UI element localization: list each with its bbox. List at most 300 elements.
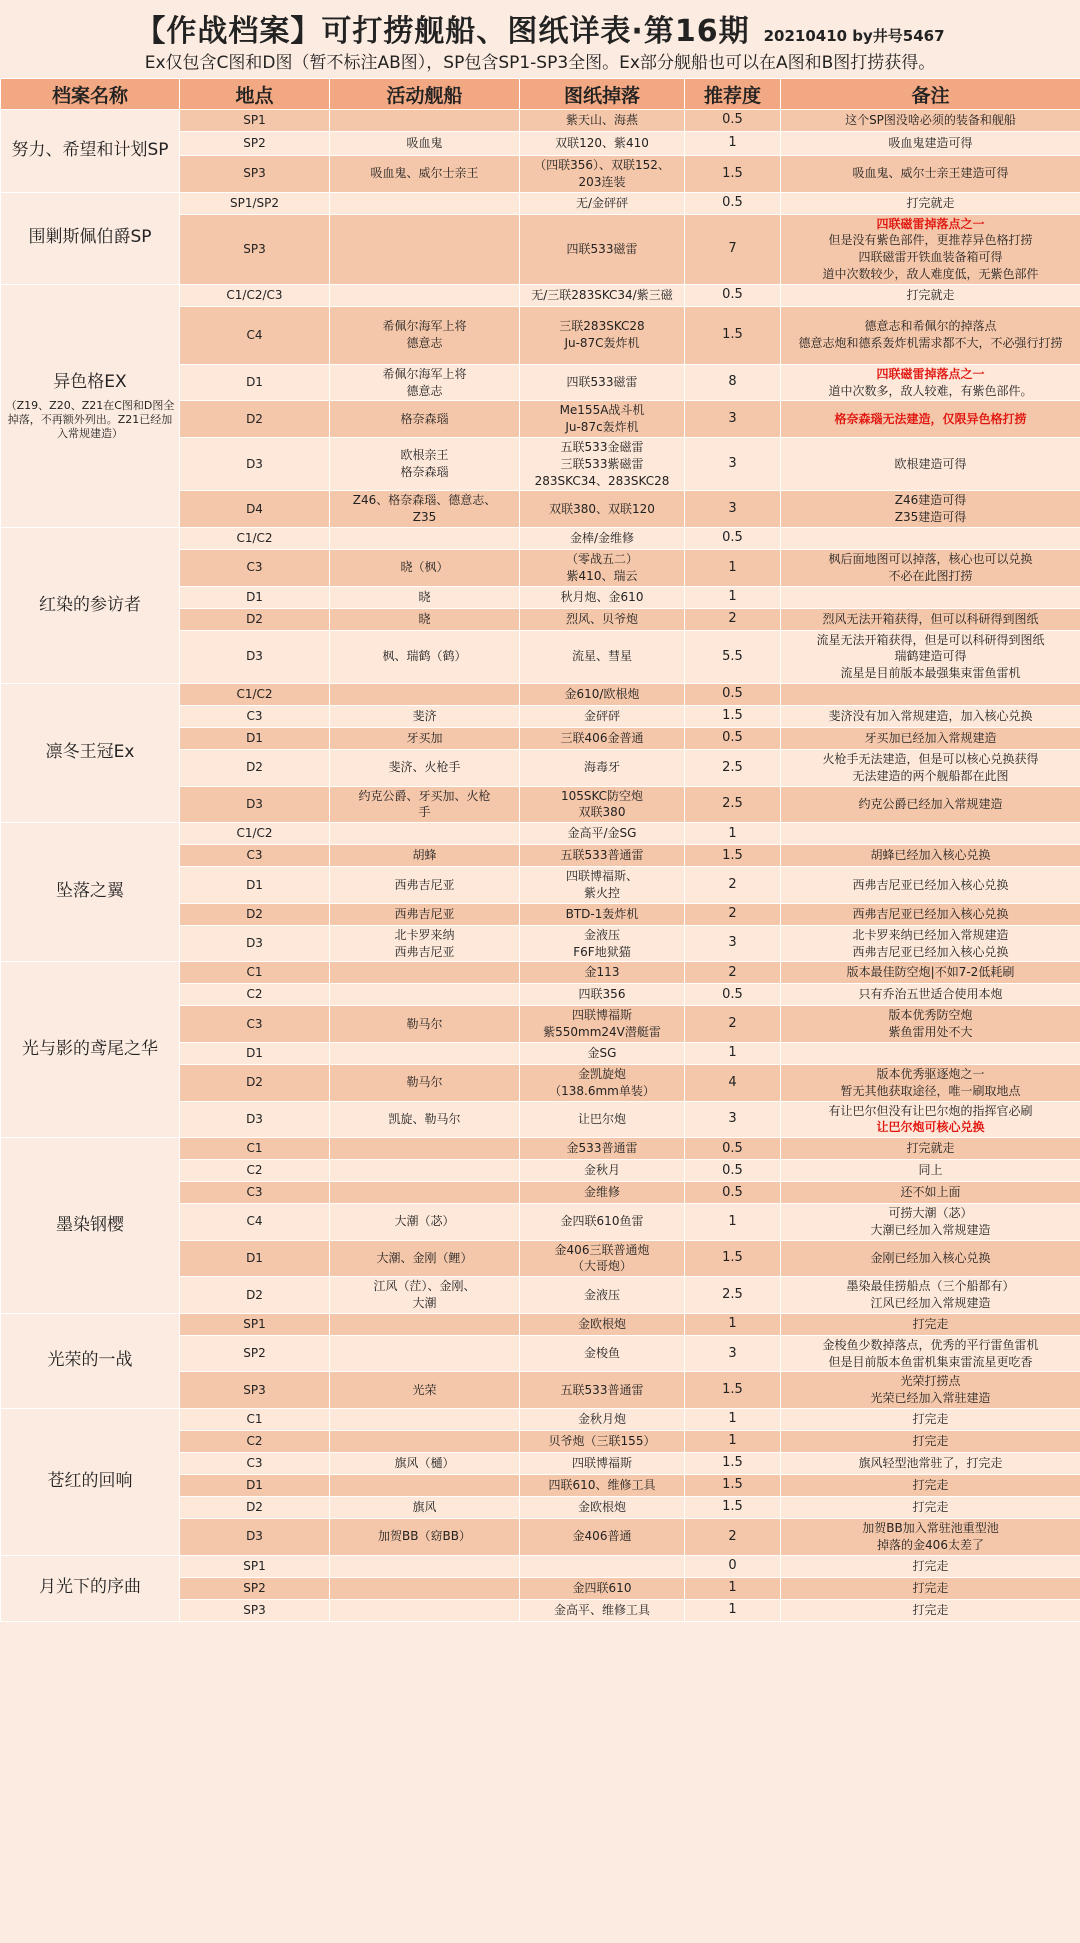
drops-cell: （零战五二） 紫410、瑞云 — [520, 549, 685, 586]
notes-cell — [781, 1475, 1080, 1497]
ships-cell — [330, 1313, 520, 1335]
notes-cell — [781, 1313, 1080, 1335]
note-text: 流星无法开箱获得，但是可以科研得到图纸 瑞鹤建造可得 流星是目前版本最强集束雷鱼雷机 — [816, 632, 1045, 681]
score-cell: 1 — [685, 1577, 781, 1599]
notes-cell — [781, 727, 1080, 749]
archive-name: 异色格EX — [53, 372, 127, 393]
stage-cell: SP2 — [180, 1335, 330, 1372]
archive-name: 努力、希望和计划SP — [11, 139, 169, 160]
score-cell: 3 — [685, 491, 781, 528]
drop-table — [0, 78, 1080, 1622]
drops-cell: 无/三联283SKC34/紫三磁 — [520, 284, 685, 306]
score-cell: 1 — [685, 586, 781, 608]
note-text: 牙买加已经加入常规建造 — [864, 731, 997, 746]
title-text: 【作战档案】可打捞舰船、图纸详表·第16期 — [135, 14, 750, 49]
notes-cell — [781, 1042, 1080, 1064]
stage-cell: D1 — [180, 1240, 330, 1277]
drops-cell: 双联120、紫410 — [520, 132, 685, 156]
score-cell: 2.5 — [685, 749, 781, 786]
ships-cell — [330, 984, 520, 1006]
drops-cell: 流星、彗星 — [520, 630, 685, 683]
drops-cell: 三联283SKC28 Ju-87C轰炸机 — [520, 306, 685, 364]
drops-cell: 四联博福斯 紫550mm24V潜艇雷 — [520, 1006, 685, 1043]
note-text: 北卡罗来纳已经加入常规建造 西弗吉尼亚已经加入核心兑换 — [852, 927, 1009, 959]
drops-cell: 四联533磁雷 — [520, 214, 685, 284]
stage-cell: C3 — [180, 1006, 330, 1043]
score-cell: 1 — [685, 1313, 781, 1335]
archive-name: 红染的参访者 — [39, 594, 141, 615]
table-row — [1, 284, 1080, 306]
ships-cell: 大潮（苾） — [330, 1204, 520, 1241]
score-cell: 0.5 — [685, 527, 781, 549]
notes-cell — [781, 1160, 1080, 1182]
notes-cell — [781, 1372, 1080, 1409]
notes-cell — [781, 683, 1080, 705]
note-text: Z46建造可得 Z35建造可得 — [894, 493, 967, 525]
stage-cell: D1 — [180, 364, 330, 401]
stage-cell: C1/C2/C3 — [180, 284, 330, 306]
score-cell: 1 — [685, 1204, 781, 1241]
ships-cell — [330, 962, 520, 984]
drops-cell: 金液压 F6F地狱猫 — [520, 925, 685, 962]
ships-cell — [330, 1577, 520, 1599]
page-title — [0, 6, 1080, 50]
stage-cell: SP1 — [180, 1313, 330, 1335]
score-cell: 0.5 — [685, 984, 781, 1006]
stage-cell: C1 — [180, 1138, 330, 1160]
score-cell: 3 — [685, 1101, 781, 1138]
stage-cell: C3 — [180, 845, 330, 867]
drops-cell: 贝爷炮（三联155） — [520, 1431, 685, 1453]
score-cell: 8 — [685, 364, 781, 401]
ships-cell: 旗风（樋） — [330, 1453, 520, 1475]
score-cell: 1.5 — [685, 1497, 781, 1519]
header — [0, 0, 1080, 78]
note-text: 旗风轻型池常驻了，打完走 — [858, 1456, 1003, 1471]
archive-name: 墨染钢樱 — [56, 1214, 124, 1235]
table-row — [1, 1313, 1080, 1335]
drops-cell: 五联533金磁雷 三联533紫磁雷 283SKC34、283SKC28 — [520, 437, 685, 490]
drops-cell: 金533普通雷 — [520, 1138, 685, 1160]
notes-cell — [781, 214, 1080, 284]
score-cell: 1.5 — [685, 1453, 781, 1475]
notes-cell — [781, 1138, 1080, 1160]
notes-cell — [781, 192, 1080, 214]
score-cell: 0.5 — [685, 1160, 781, 1182]
notes-cell — [781, 630, 1080, 683]
note-text: 光荣打捞点 光荣已经加入常驻建造 — [870, 1374, 991, 1406]
stage-cell: D1 — [180, 727, 330, 749]
drops-cell: 金高平、维修工具 — [520, 1599, 685, 1621]
stage-cell: SP3 — [180, 214, 330, 284]
drops-cell: 金棒/金维修 — [520, 527, 685, 549]
note-text: 打完走 — [912, 1580, 949, 1595]
ships-cell — [330, 192, 520, 214]
stage-cell: C3 — [180, 549, 330, 586]
stage-cell: C1 — [180, 1409, 330, 1431]
ships-cell: 大潮、金刚（鲤） — [330, 1240, 520, 1277]
archive-note: （Z19、Z20、Z21在C图和D图全掉落，不再额外列出。Z21已经加入常规建造） — [5, 399, 175, 440]
note-text: 打完走 — [912, 1500, 949, 1515]
notes-cell — [781, 1006, 1080, 1043]
score-cell: 1.5 — [685, 156, 781, 193]
stage-cell: D2 — [180, 749, 330, 786]
archive-name-cell — [1, 1409, 180, 1556]
col-header-stage: 地点 — [180, 79, 330, 110]
col-header-score: 推荐度 — [685, 79, 781, 110]
note-text: 火枪手无法建造，但是可以核心兑换获得 无法建造的两个舰船都在此图 — [822, 751, 1039, 783]
stage-cell: D1 — [180, 1042, 330, 1064]
drops-cell: 金四联610 — [520, 1577, 685, 1599]
ships-cell: 西弗吉尼亚 — [330, 903, 520, 925]
notes-cell — [781, 845, 1080, 867]
drops-cell: 金欧根炮 — [520, 1497, 685, 1519]
drops-cell: 四联533磁雷 — [520, 364, 685, 401]
notes-cell — [781, 903, 1080, 925]
notes-cell — [781, 156, 1080, 193]
note-text: 版本优秀驱逐炮之一 暂无其他获取途径，唯一刷取地点 — [840, 1066, 1021, 1098]
score-cell: 0 — [685, 1555, 781, 1577]
stage-cell: C2 — [180, 1431, 330, 1453]
stage-cell: SP3 — [180, 156, 330, 193]
score-cell: 0.5 — [685, 1182, 781, 1204]
ships-cell — [330, 110, 520, 132]
highlight-note: 四联磁雷掉落点之一 — [876, 366, 985, 381]
notes-cell — [781, 925, 1080, 962]
ships-cell — [330, 284, 520, 306]
ships-cell — [330, 683, 520, 705]
notes-cell — [781, 823, 1080, 845]
table-row — [1, 1555, 1080, 1577]
stage-cell: SP2 — [180, 1577, 330, 1599]
notes-cell — [781, 1519, 1080, 1556]
score-cell: 1.5 — [685, 1240, 781, 1277]
drops-cell: 金梭鱼 — [520, 1335, 685, 1372]
drops-cell: 双联380、双联120 — [520, 491, 685, 528]
score-cell: 2 — [685, 962, 781, 984]
stage-cell: D2 — [180, 1497, 330, 1519]
col-header-archive: 档案名称 — [1, 79, 180, 110]
stage-cell: D1 — [180, 586, 330, 608]
archive-name: 坠落之翼 — [56, 881, 124, 902]
ships-cell — [330, 1475, 520, 1497]
score-cell: 2 — [685, 1519, 781, 1556]
stage-cell: D4 — [180, 491, 330, 528]
drops-cell: BTD-1轰炸机 — [520, 903, 685, 925]
archive-name: 苍红的回响 — [47, 1470, 133, 1491]
note-text: 加贺BB加入常驻池重型池 掉落的金406太差了 — [862, 1521, 999, 1552]
note-text: 打完走 — [912, 1434, 949, 1449]
header-row — [1, 79, 1080, 110]
archive-name-cell — [1, 527, 180, 683]
table-row — [1, 1409, 1080, 1431]
note-text: 打完就走 — [906, 287, 955, 302]
ships-cell — [330, 1138, 520, 1160]
ships-cell: 吸血鬼 — [330, 132, 520, 156]
stage-cell: SP1 — [180, 110, 330, 132]
notes-cell — [781, 1577, 1080, 1599]
score-cell: 2 — [685, 867, 781, 904]
drops-cell: 金113 — [520, 962, 685, 984]
highlight-note: 让巴尔炮可核心兑换 — [876, 1120, 985, 1135]
note-text: 金刚已经加入核心兑换 — [870, 1251, 991, 1266]
ships-cell: 旗风 — [330, 1497, 520, 1519]
stage-cell: C1/C2 — [180, 683, 330, 705]
stage-cell: C1/C2 — [180, 527, 330, 549]
score-cell: 4 — [685, 1064, 781, 1101]
note-text: 打完走 — [912, 1558, 949, 1573]
notes-cell — [781, 1409, 1080, 1431]
score-cell: 5.5 — [685, 630, 781, 683]
drops-cell: 金高平/金SG — [520, 823, 685, 845]
notes-cell — [781, 749, 1080, 786]
note-text: 版本最佳防空炮|不如7-2低耗刷 — [846, 965, 1015, 980]
notes-cell — [781, 1182, 1080, 1204]
ships-cell — [330, 1599, 520, 1621]
archive-name-cell — [1, 823, 180, 962]
notes-cell — [781, 586, 1080, 608]
score-cell: 3 — [685, 1335, 781, 1372]
drops-cell: 四联356 — [520, 984, 685, 1006]
table-row — [1, 823, 1080, 845]
note-text: 西弗吉尼亚已经加入核心兑换 — [852, 906, 1009, 921]
ships-cell — [330, 1160, 520, 1182]
note-text: 道中次数多，敌人较难，有紫色部件。 — [828, 383, 1033, 398]
archive-name: 凛冬王冠Ex — [45, 742, 135, 763]
note-text: 枫后面地图可以掉落，核心也可以兑换 不必在此图打捞 — [828, 551, 1033, 583]
drops-cell: 金液压 — [520, 1277, 685, 1314]
notes-cell — [781, 962, 1080, 984]
score-cell: 3 — [685, 401, 781, 438]
drops-cell: 三联406金普通 — [520, 727, 685, 749]
score-cell: 0.5 — [685, 110, 781, 132]
notes-cell — [781, 1277, 1080, 1314]
drops-cell: 金406三联普通炮 （大哥炮） — [520, 1240, 685, 1277]
drops-cell: 四联610、维修工具 — [520, 1475, 685, 1497]
ships-cell: Z46、格奈森瑙、德意志、 Z35 — [330, 491, 520, 528]
stage-cell: D3 — [180, 786, 330, 823]
drops-cell: 无/金砰砰 — [520, 192, 685, 214]
ships-cell — [330, 823, 520, 845]
score-cell: 1 — [685, 823, 781, 845]
drops-cell — [520, 1555, 685, 1577]
drops-cell: 金SG — [520, 1042, 685, 1064]
score-cell: 1.5 — [685, 1372, 781, 1409]
score-cell: 1 — [685, 1042, 781, 1064]
note-text: 德意志和希佩尔的掉落点 德意志炮和德系轰炸机需求都不大，不必强行打捞 — [798, 319, 1063, 351]
notes-cell — [781, 1555, 1080, 1577]
note-text: 欧根建造可得 — [894, 456, 967, 471]
score-cell: 1 — [685, 132, 781, 156]
col-header-ships: 活动舰船 — [330, 79, 520, 110]
drops-cell: 105SKC防空炮 双联380 — [520, 786, 685, 823]
ships-cell: 胡蜂 — [330, 845, 520, 867]
stage-cell: C2 — [180, 984, 330, 1006]
ships-cell: 西弗吉尼亚 — [330, 867, 520, 904]
stage-cell: D3 — [180, 1519, 330, 1556]
drops-cell: 紫天山、海燕 — [520, 110, 685, 132]
notes-cell — [781, 132, 1080, 156]
archive-name-cell — [1, 962, 180, 1138]
drops-cell: 秋月炮、金610 — [520, 586, 685, 608]
note-text: 打完走 — [912, 1412, 949, 1427]
ships-cell: 晓 — [330, 608, 520, 630]
ships-cell: 北卡罗来纳 西弗吉尼亚 — [330, 925, 520, 962]
stage-cell: C4 — [180, 1204, 330, 1241]
stage-cell: D1 — [180, 1475, 330, 1497]
note-text: 版本优秀防空炮 紫鱼雷用处不大 — [888, 1008, 973, 1040]
notes-cell — [781, 867, 1080, 904]
stage-cell: D2 — [180, 903, 330, 925]
score-cell: 2 — [685, 608, 781, 630]
drops-cell: （四联356）、双联152、 203连装 — [520, 156, 685, 193]
score-cell: 1 — [685, 1409, 781, 1431]
table-row — [1, 1138, 1080, 1160]
archive-name: 光与影的鸢尾之华 — [22, 1038, 158, 1059]
ships-cell: 斐济 — [330, 705, 520, 727]
notes-cell — [781, 1101, 1080, 1138]
drops-cell: 金秋月 — [520, 1160, 685, 1182]
note-text: 烈风无法开箱获得，但可以科研得到图纸 — [822, 611, 1039, 626]
notes-cell — [781, 1453, 1080, 1475]
table-row — [1, 110, 1080, 132]
archive-name: 围剿斯佩伯爵SP — [28, 227, 152, 248]
note-text: 胡蜂已经加入核心兑换 — [870, 848, 991, 863]
score-cell: 2 — [685, 903, 781, 925]
ships-cell — [330, 1555, 520, 1577]
score-cell: 2.5 — [685, 1277, 781, 1314]
ships-cell: 晓（枫） — [330, 549, 520, 586]
notes-cell — [781, 527, 1080, 549]
ships-cell — [330, 1431, 520, 1453]
ships-cell — [330, 214, 520, 284]
highlight-note: 四联磁雷掉落点之一 — [876, 216, 985, 231]
note-text: 西弗吉尼亚已经加入核心兑换 — [852, 877, 1009, 892]
ships-cell: 勒马尔 — [330, 1064, 520, 1101]
drops-cell: 海毒牙 — [520, 749, 685, 786]
notes-cell — [781, 1064, 1080, 1101]
ships-cell — [330, 1409, 520, 1431]
note-text: 约克公爵已经加入常规建造 — [858, 796, 1003, 811]
note-text: 金梭鱼少数掉落点，优秀的平行雷鱼雷机 但是目前版本鱼雷机集束雷流星更吃香 — [822, 1337, 1039, 1369]
notes-cell — [781, 364, 1080, 401]
drops-cell: 五联533普通雷 — [520, 845, 685, 867]
stage-cell: D2 — [180, 401, 330, 438]
notes-cell — [781, 1335, 1080, 1372]
drops-cell: 金凯旋炮 （138.6mm单装） — [520, 1064, 685, 1101]
note-text: 斐济没有加入常规建造，加入核心兑换 — [828, 709, 1033, 724]
stage-cell: D2 — [180, 608, 330, 630]
stage-cell: C3 — [180, 705, 330, 727]
drops-cell: 让巴尔炮 — [520, 1101, 685, 1138]
stage-cell: SP3 — [180, 1599, 330, 1621]
stage-cell: SP2 — [180, 132, 330, 156]
score-cell: 1.5 — [685, 1475, 781, 1497]
table-row — [1, 683, 1080, 705]
ships-cell: 晓 — [330, 586, 520, 608]
drops-cell: 金406普通 — [520, 1519, 685, 1556]
score-cell: 1 — [685, 1599, 781, 1621]
stage-cell: D3 — [180, 630, 330, 683]
table-row — [1, 192, 1080, 214]
score-cell: 2 — [685, 1006, 781, 1043]
note-text: 同上 — [918, 1163, 943, 1178]
stage-cell: C1/C2 — [180, 823, 330, 845]
col-header-notes: 备注 — [781, 79, 1080, 110]
archive-name-cell — [1, 192, 180, 284]
drops-cell: 金秋月炮 — [520, 1409, 685, 1431]
stage-cell: D3 — [180, 925, 330, 962]
drops-cell: 金砰砰 — [520, 705, 685, 727]
score-cell: 2.5 — [685, 786, 781, 823]
notes-cell — [781, 1204, 1080, 1241]
highlight-note: 格奈森瑙无法建造，仅限异色格打捞 — [834, 411, 1027, 426]
drops-cell: 烈风、贝爷炮 — [520, 608, 685, 630]
table-row — [1, 527, 1080, 549]
ships-cell: 牙买加 — [330, 727, 520, 749]
stage-cell: SP1/SP2 — [180, 192, 330, 214]
ships-cell — [330, 1182, 520, 1204]
ships-cell: 斐济、火枪手 — [330, 749, 520, 786]
date-author: 20210410 by井号5467 — [763, 27, 945, 45]
stage-cell: C2 — [180, 1160, 330, 1182]
note-text: 可捞大潮（苾） 大潮已经加入常规建造 — [870, 1206, 991, 1237]
note-text: 打完走 — [912, 1316, 949, 1331]
notes-cell — [781, 110, 1080, 132]
stage-cell: D3 — [180, 1101, 330, 1138]
note-text: 墨染最佳捞船点（三个船都有） 江风已经加入常规建造 — [846, 1279, 1015, 1311]
note-text: 这个SP图没啥必须的装备和舰船 — [845, 113, 1016, 128]
drops-cell: 金610/欧根炮 — [520, 683, 685, 705]
drops-cell: 金四联610鱼雷 — [520, 1204, 685, 1241]
drops-cell: 四联博福斯、 紫火控 — [520, 867, 685, 904]
score-cell: 0.5 — [685, 284, 781, 306]
ships-cell — [330, 1042, 520, 1064]
stage-cell: C1 — [180, 962, 330, 984]
archive-name: 光荣的一战 — [47, 1350, 133, 1371]
ships-cell: 希佩尔海军上将 德意志 — [330, 364, 520, 401]
score-cell: 7 — [685, 214, 781, 284]
table-row — [1, 962, 1080, 984]
score-cell: 1 — [685, 549, 781, 586]
ships-cell: 希佩尔海军上将 德意志 — [330, 306, 520, 364]
stage-cell: SP1 — [180, 1555, 330, 1577]
notes-cell — [781, 705, 1080, 727]
notes-cell — [781, 306, 1080, 364]
notes-cell — [781, 284, 1080, 306]
notes-cell — [781, 1240, 1080, 1277]
notes-cell — [781, 491, 1080, 528]
notes-cell — [781, 401, 1080, 438]
drops-cell: 金维修 — [520, 1182, 685, 1204]
note-text: 打完走 — [912, 1478, 949, 1493]
note-text: 打完就走 — [906, 1141, 955, 1156]
stage-cell: D3 — [180, 437, 330, 490]
ships-cell: 勒马尔 — [330, 1006, 520, 1043]
note-text: 吸血鬼、威尔士亲王建造可得 — [852, 166, 1009, 181]
score-cell: 1.5 — [685, 845, 781, 867]
archive-name-cell — [1, 1138, 180, 1314]
drops-cell: Me155A战斗机 Ju-87c轰炸机 — [520, 401, 685, 438]
score-cell: 3 — [685, 437, 781, 490]
score-cell: 0.5 — [685, 683, 781, 705]
note-text: 只有乔治五世适合使用本炮 — [858, 987, 1003, 1002]
note-text: 但是没有紫色部件，更推荐异色格打捞 四联磁雷开铁血装备箱可得 道中次数较少，敌人难度低，无紫色部件 — [822, 233, 1039, 281]
score-cell: 0.5 — [685, 192, 781, 214]
note-text: 有让巴尔但没有让巴尔炮的指挥官必刷 — [828, 1103, 1033, 1118]
score-cell: 1 — [685, 1431, 781, 1453]
stage-cell: C3 — [180, 1182, 330, 1204]
